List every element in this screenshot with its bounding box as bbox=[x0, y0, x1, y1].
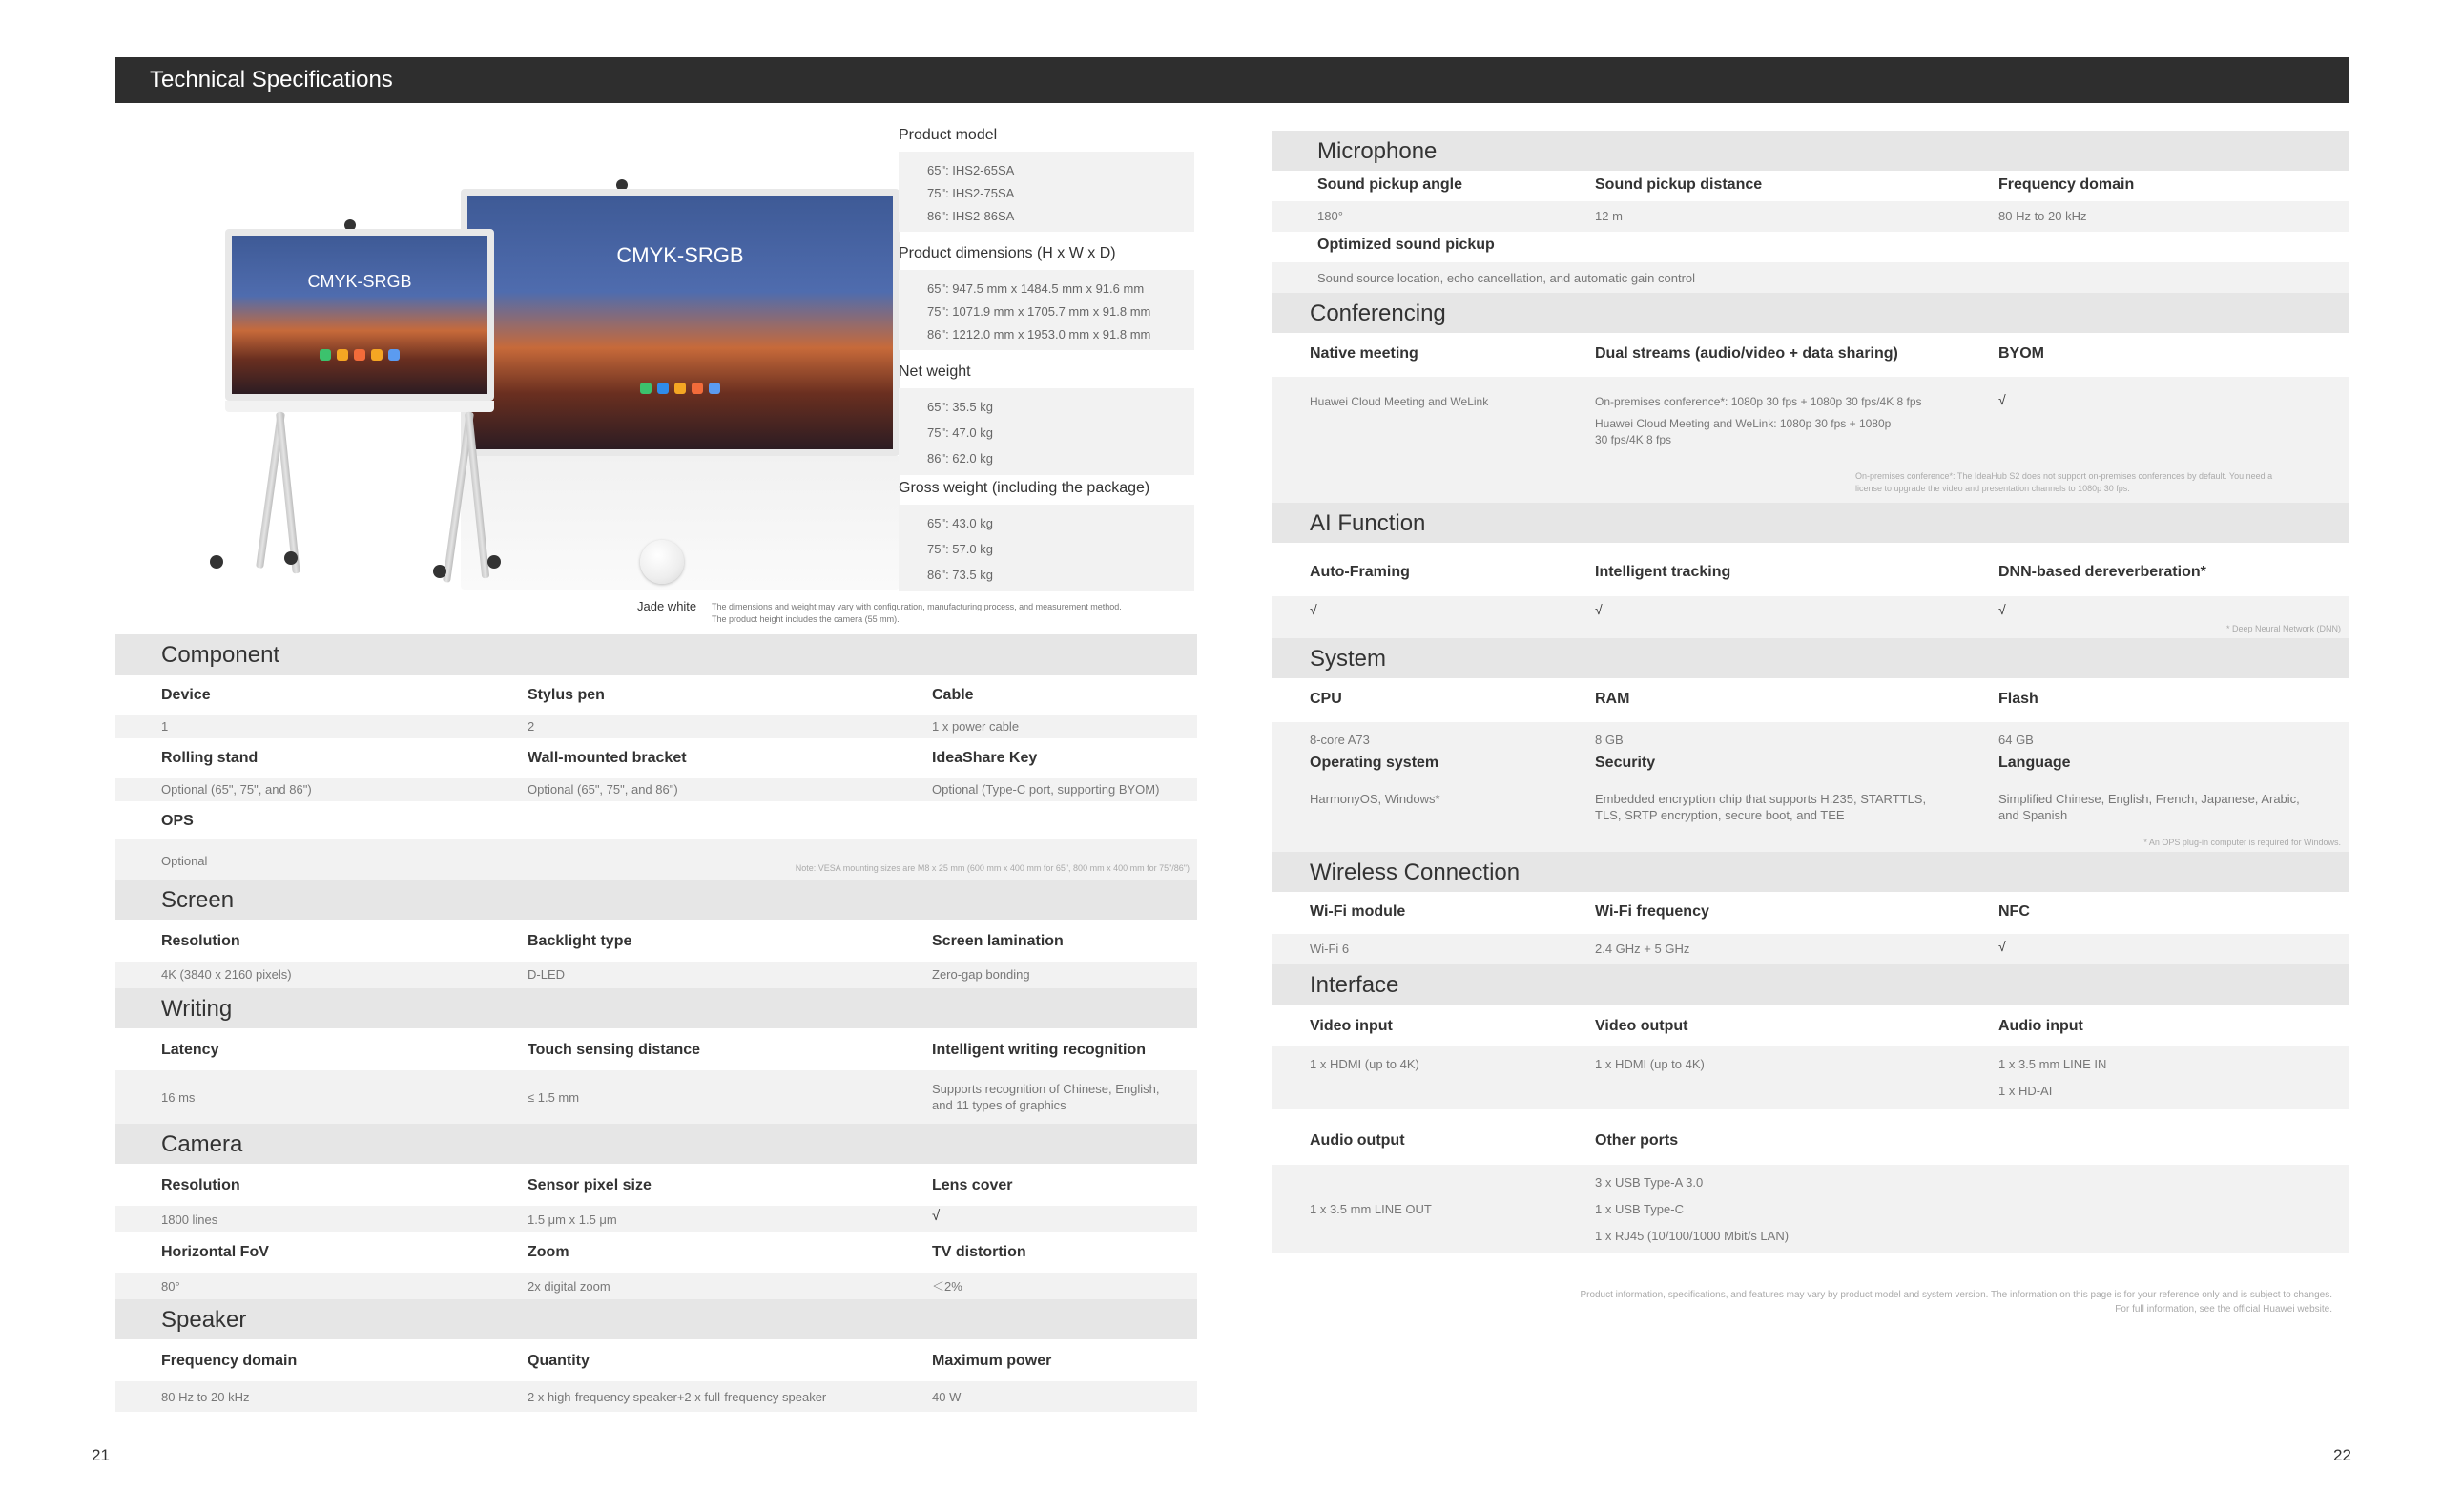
table-row: Sound source location, echo cancellation, and automatic gain control bbox=[1272, 262, 2349, 293]
product-image bbox=[115, 114, 898, 630]
section-camera bbox=[115, 1124, 1197, 1164]
conference-note: On-premises conference*: The IdeaHub S2 does not support on-premises conferences by default. You need a license to upgrade the video and presentation channels to 1080p 30 fps. bbox=[1855, 471, 2273, 493]
table-row: Native meeting Dual streams (audio/video + data sharing) BYOM bbox=[1272, 333, 2349, 377]
table-row: Device Stylus pen Cable bbox=[115, 675, 1197, 715]
table-row: Latency Touch sensing distance Intelligent writing recognition bbox=[115, 1028, 1197, 1070]
table-row: 80 Hz to 20 kHz 2 x high-frequency speaker+2 x full-frequency speaker 40 W bbox=[115, 1381, 1197, 1412]
section-system bbox=[1272, 638, 2349, 678]
product-dimensions-label: Product dimensions (H x W x D) bbox=[899, 245, 1116, 261]
section-title: AI Function bbox=[1310, 510, 1426, 536]
table-row: 1800 lines 1.5 μm x 1.5 μm √ bbox=[115, 1206, 1197, 1232]
section-component bbox=[115, 634, 1197, 675]
product-model-block: Product model 65": IHS2-65SA 75": IHS2-75SA 86": IHS2-86SA bbox=[899, 127, 1194, 232]
gross-weight-block: Gross weight (including the package) 65": 43.0 kg 75": 57.0 kg 86": 73.5 kg bbox=[899, 480, 1194, 591]
table-row: Optional Note: VESA mounting sizes are M8 x 25 mm (600 mm x 400 mm for 65", 800 mm x 400 mm for 75"/86") bbox=[115, 839, 1197, 880]
table-row: CPU RAM Flash bbox=[1272, 678, 2349, 722]
display-large bbox=[461, 189, 900, 456]
screen-brand-text: CMYK-SRGB bbox=[307, 272, 412, 291]
product-dimensions-block: Product dimensions (H x W x D) 65": 947.5 mm x 1484.5 mm x 91.6 mm 75": 1071.9 mm x 1705.7 mm x 91.8 mm 86": 1212.0 mm x 1953.0 mm x 91.8 mm bbox=[899, 245, 1194, 350]
table-row: 8-core A73 8 GB 64 GB bbox=[1272, 722, 2349, 749]
section-screen bbox=[115, 880, 1197, 920]
footer-disclaimer: Product information, specifications, and features may vary by product model and system version. The information on this page is for your reference only and is subject to changes. For full information, see the official Huawei website. bbox=[1580, 1290, 2332, 1315]
section-title: Wireless Connection bbox=[1310, 860, 1521, 885]
section-title: Speaker bbox=[161, 1307, 247, 1333]
section-conferencing bbox=[1272, 293, 2349, 333]
table-row: Video input Video output Audio input bbox=[1272, 1005, 2349, 1046]
table-row: OPS bbox=[115, 801, 1197, 839]
section-interface bbox=[1272, 964, 2349, 1005]
table-row: Wi-Fi module Wi-Fi frequency NFC bbox=[1272, 892, 2349, 934]
section-title: Screen bbox=[161, 887, 235, 913]
table-row: Auto-Framing Intelligent tracking DNN-based dereverberation* bbox=[1272, 543, 2349, 596]
section-title: Microphone bbox=[1317, 138, 1438, 164]
net-weight-label: Net weight bbox=[899, 363, 971, 380]
section-speaker bbox=[115, 1299, 1197, 1339]
table-row: 4K (3840 x 2160 pixels) D-LED Zero-gap bonding bbox=[115, 962, 1197, 988]
table-row: 1 x 3.5 mm LINE OUT 3 x USB Type-A 3.0 1 x USB Type-C 1 x RJ45 (10/100/1000 Mbit/s LAN) bbox=[1272, 1165, 2349, 1253]
section-title: Component bbox=[161, 642, 280, 668]
table-row: Wi-Fi 6 2.4 GHz + 5 GHz √ bbox=[1272, 934, 2349, 964]
section-title: Conferencing bbox=[1310, 300, 1446, 326]
table-row: Optional (65", 75", and 86") Optional (65", 75", and 86") Optional (Type-C port, supporting BYOM) bbox=[115, 778, 1197, 801]
table-row: 180° 12 m 80 Hz to 20 kHz bbox=[1272, 201, 2349, 232]
gross-weight-label: Gross weight (including the package) bbox=[899, 480, 1150, 496]
windows-note: * An OPS plug-in computer is required for Windows. bbox=[2143, 838, 2341, 847]
table-row: √ √ √ * Deep Neural Network (DNN) bbox=[1272, 596, 2349, 638]
table-row: Resolution Backlight type Screen lamination bbox=[115, 920, 1197, 962]
display-small bbox=[225, 229, 494, 401]
table-row: Operating system Security Language bbox=[1272, 749, 2349, 783]
page-number-right: 22 bbox=[2333, 1446, 2351, 1464]
net-weight-block: Net weight 65": 35.5 kg 75": 47.0 kg 86": 62.0 kg bbox=[899, 363, 1194, 475]
section-writing bbox=[115, 988, 1197, 1028]
left-spec-panel bbox=[115, 634, 1197, 1412]
color-swatch bbox=[640, 540, 684, 584]
table-row: Frequency domain Quantity Maximum power bbox=[115, 1339, 1197, 1381]
section-title: Interface bbox=[1310, 972, 1399, 998]
section-microphone bbox=[1272, 131, 2349, 171]
table-row: Optimized sound pickup bbox=[1272, 232, 2349, 262]
product-model-label: Product model bbox=[899, 127, 998, 143]
title-bar bbox=[115, 57, 2349, 103]
table-row: Resolution Sensor pixel size Lens cover bbox=[115, 1164, 1197, 1206]
section-title: Writing bbox=[161, 996, 233, 1022]
table-row: Sound pickup angle Sound pickup distance Frequency domain bbox=[1272, 171, 2349, 201]
section-wireless bbox=[1272, 852, 2349, 892]
dimension-note: The dimensions and weight may vary with configuration, manufacturing process, and measurement method. The product height includes the camera (55 mm). bbox=[712, 602, 1122, 624]
right-spec-panel bbox=[1272, 131, 2349, 1253]
table-row: HarmonyOS, Windows* Embedded encryption chip that supports H.235, STARTTLS, TLS, SRTP encryption, secure boot, and TEE Simplified Chinese, English, French, Japanese, Arabic, and Spanish * An OPS plug-in computer is required for Windows. bbox=[1272, 783, 2349, 852]
section-ai-function bbox=[1272, 503, 2349, 543]
vesa-note: Note: VESA mounting sizes are M8 x 25 mm (600 mm x 400 mm for 65", 800 mm x 400 mm for 75"/86") bbox=[795, 863, 1190, 873]
table-row: 16 ms ≤ 1.5 mm Supports recognition of Chinese, English, and 11 types of graphics bbox=[115, 1070, 1197, 1124]
table-row: Audio output Other ports bbox=[1272, 1109, 2349, 1165]
section-title: System bbox=[1310, 646, 1387, 672]
table-row: Rolling stand Wall-mounted bracket IdeaShare Key bbox=[115, 738, 1197, 778]
dnn-note: * Deep Neural Network (DNN) bbox=[2225, 624, 2341, 633]
table-row: 1 x HDMI (up to 4K) 1 x HDMI (up to 4K) 1 x 3.5 mm LINE IN 1 x HD-AI bbox=[1272, 1046, 2349, 1109]
page-number-left: 21 bbox=[92, 1446, 110, 1464]
color-label: Jade white bbox=[637, 599, 697, 613]
table-row: Huawei Cloud Meeting and WeLink On-premises conference*: 1080p 30 fps + 1080p 30 fps/4K 8 fps Huawei Cloud Meeting and WeLink: 1080p 30 fps + 1080p 30 fps/4K 8 fps √ On-premises conference*: The IdeaHub S2 does not support on-premises conferences by default. You need a license to upgrade the video and presentation channels to 1080p 30 fps. bbox=[1272, 377, 2349, 503]
screen-brand-text: CMYK-SRGB bbox=[616, 243, 744, 267]
table-row: Horizontal FoV Zoom TV distortion bbox=[115, 1232, 1197, 1273]
table-row: 1 2 1 x power cable bbox=[115, 715, 1197, 738]
section-title: Camera bbox=[161, 1131, 243, 1157]
page-title: Technical Specifications bbox=[150, 67, 393, 93]
table-row: 80° 2x digital zoom ＜2% bbox=[115, 1273, 1197, 1299]
